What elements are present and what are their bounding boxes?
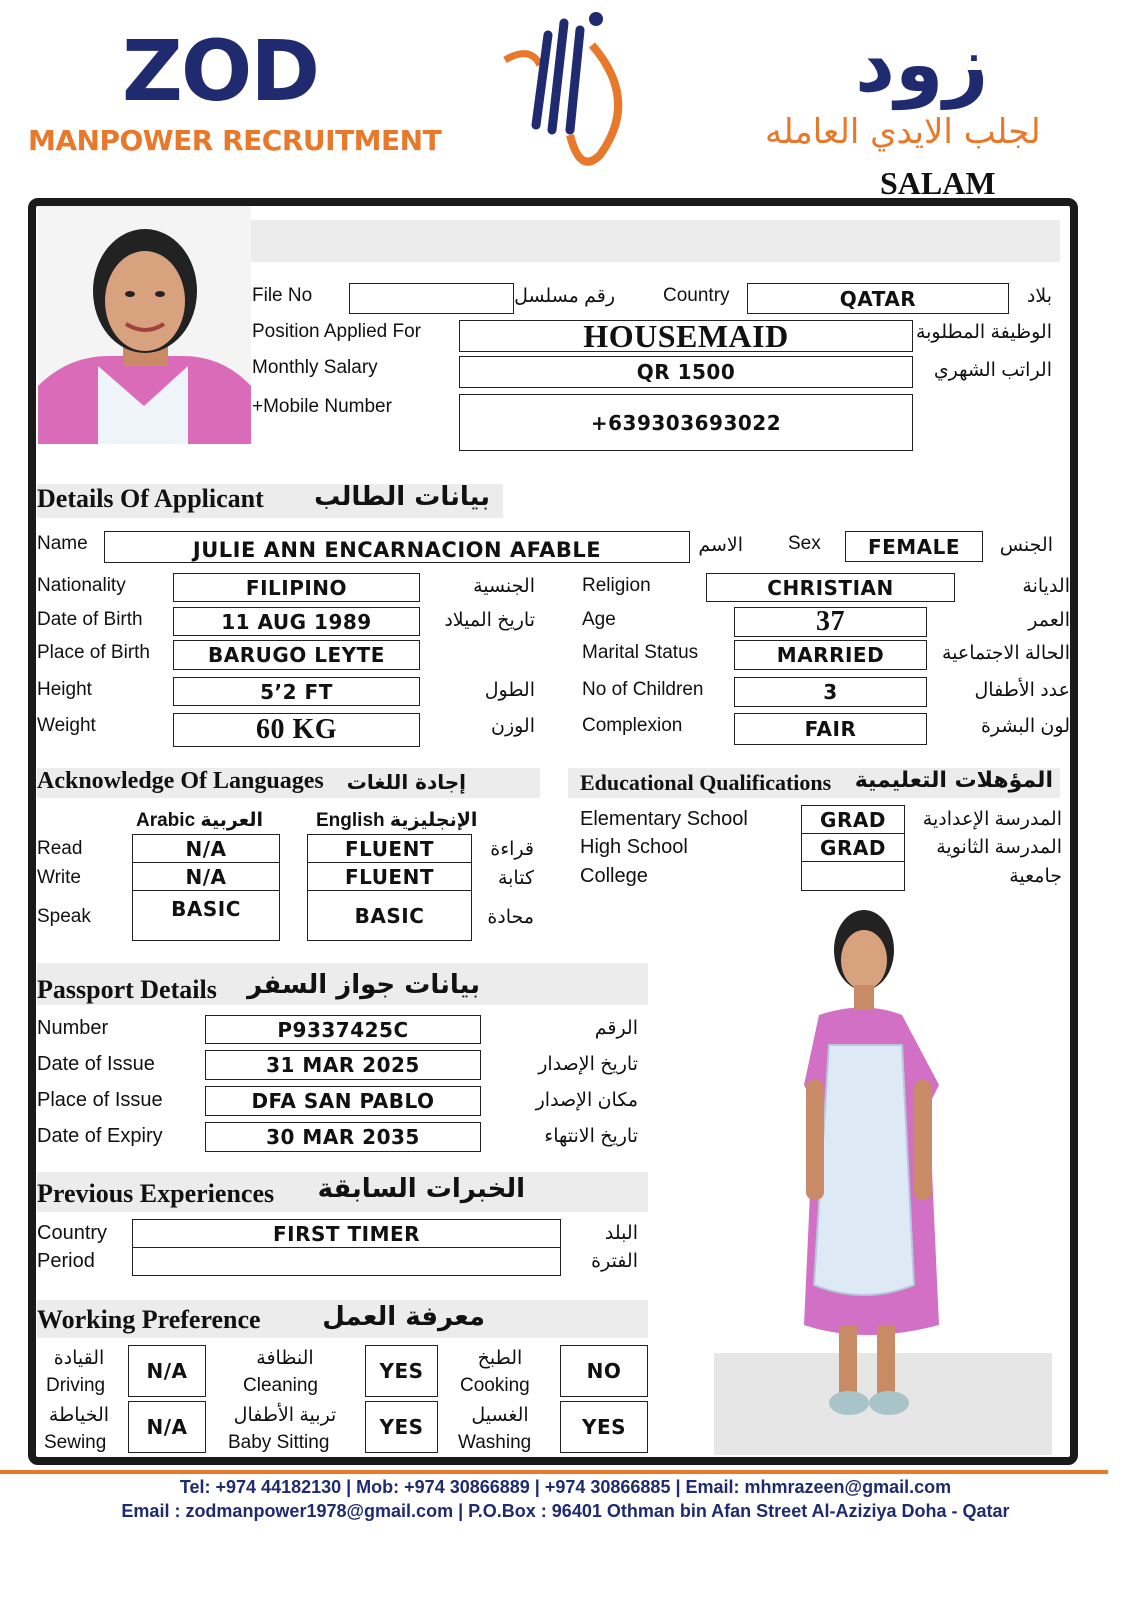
height-label: Height — [37, 679, 92, 700]
cleaning-value: YES — [365, 1345, 438, 1397]
logo-tagline-ar: لجلب الايدي العامله — [765, 112, 1041, 152]
religion-ar: الديانة — [1022, 576, 1070, 597]
logo-ar: زود — [855, 20, 989, 110]
name-ar: الاسم — [698, 535, 743, 556]
languages-title: Acknowledge Of Languages — [37, 768, 324, 794]
write-arabic: N/A — [132, 862, 280, 891]
footer-line-2: Email : zodmanpower1978@gmail.com | P.O.Box : 96401 Othman bin Afan Street Al-Aziziya Doha - Qatar — [121, 1501, 1010, 1521]
baby-sitting-label: Baby Sitting — [228, 1432, 330, 1453]
issue-place-ar: مكان الإصدار — [535, 1090, 638, 1111]
sex-ar: الجنس — [999, 535, 1053, 556]
exp-period-value — [132, 1247, 561, 1276]
issue-place-label: Place of Issue — [37, 1089, 163, 1111]
exp-period-label: Period — [37, 1250, 95, 1272]
top-band — [251, 220, 1060, 262]
experience-title-ar: الخبرات السابقة — [317, 1174, 525, 1204]
passport-title-ar: بيانات جواز السفر — [247, 970, 480, 1000]
children-value: 3 — [734, 677, 927, 707]
passport-number-label: Number — [37, 1017, 109, 1039]
write-ar: كتابة — [497, 868, 534, 889]
logo-emblem — [500, 5, 640, 175]
passport-number-value: P9337425C — [205, 1015, 481, 1044]
expiry-date-label: Date of Expiry — [37, 1125, 163, 1147]
passport-title: Passport Details — [37, 975, 217, 1004]
footer-divider — [0, 1470, 1108, 1474]
exp-country-value: FIRST TIMER — [132, 1219, 561, 1248]
exp-period-ar: الفترة — [591, 1251, 638, 1272]
washing-label: Washing — [458, 1432, 532, 1453]
logo-en: ZOD — [122, 22, 319, 120]
read-english: FLUENT — [307, 834, 472, 863]
issue-date-ar: تاريخ الإصدار — [538, 1054, 638, 1075]
height-ar: الطول — [484, 680, 535, 701]
religion-value: CHRISTIAN — [706, 573, 955, 602]
children-ar: عدد الأطفال — [974, 680, 1070, 701]
applicant-title: Details Of Applicant — [37, 484, 264, 513]
expiry-date-ar: تاريخ الانتهاء — [544, 1126, 638, 1147]
sewing-ar: الخياطة — [48, 1405, 110, 1426]
complexion-label: Complexion — [582, 715, 683, 736]
english-col-header: English الإنجليزية — [316, 810, 478, 831]
mobile-label: +Mobile Number — [252, 396, 392, 417]
write-label: Write — [37, 867, 81, 888]
dob-label: Date of Birth — [37, 609, 143, 630]
country-value: QATAR — [747, 283, 1009, 314]
children-label: No of Children — [582, 679, 704, 700]
sewing-value: N/A — [128, 1401, 206, 1453]
pob-value: BARUGO LEYTE — [173, 640, 420, 670]
speak-ar: محادة — [487, 907, 534, 928]
salary-value: QR 1500 — [459, 356, 913, 388]
applicant-title-ar: بيانات الطالب — [314, 482, 490, 512]
mobile-value: +639303693022 — [459, 394, 913, 451]
file-no-label: File No — [252, 285, 313, 306]
preference-title-ar: معرفة العمل — [322, 1302, 485, 1332]
country-label: Country — [663, 285, 730, 306]
highschool-value: GRAD — [801, 833, 905, 862]
college-ar: جامعية — [1009, 866, 1062, 887]
baby-sitting-ar: تربية الأطفال — [233, 1405, 337, 1426]
salary-label: Monthly Salary — [252, 357, 378, 378]
name-label: Name — [37, 533, 88, 554]
agent-name: SALAM — [880, 165, 996, 201]
washing-ar: الغسيل — [471, 1405, 529, 1426]
speak-arabic: BASIC — [132, 890, 280, 941]
speak-english: BASIC — [307, 890, 472, 941]
highschool-label: High School — [580, 836, 688, 858]
age-value: 37 — [734, 607, 927, 637]
elementary-ar: المدرسة الإعدادية — [922, 809, 1062, 830]
nationality-value: FILIPINO — [173, 573, 420, 602]
marital-ar: الحالة الاجتماعية — [942, 643, 1070, 664]
arabic-col-header: Arabic العربية — [136, 810, 264, 831]
highschool-ar: المدرسة الثانوية — [936, 837, 1062, 858]
cooking-value: NO — [560, 1345, 648, 1397]
languages-title-ar: إجادة اللغات — [346, 770, 466, 794]
education-title-ar: المؤهلات التعليمية — [854, 768, 1053, 793]
name-value: JULIE ANN ENCARNACION AFABLE — [104, 531, 690, 563]
cleaning-label: Cleaning — [243, 1375, 318, 1396]
baby-sitting-value: YES — [365, 1401, 438, 1453]
religion-label: Religion — [582, 575, 651, 596]
marital-value: MARRIED — [734, 640, 927, 670]
full-body-photo — [714, 905, 1052, 1455]
weight-ar: الوزن — [490, 716, 535, 737]
salary-ar: الراتب الشهري — [933, 360, 1052, 381]
logo-tagline-en: MANPOWER RECRUITMENT — [28, 124, 442, 157]
exp-country-label: Country — [37, 1222, 108, 1244]
complexion-ar: لون البشرة — [980, 716, 1070, 737]
nationality-label: Nationality — [37, 575, 126, 596]
sewing-label: Sewing — [44, 1432, 107, 1453]
read-ar: قراءة — [490, 839, 534, 860]
education-title: Educational Qualifications — [580, 770, 832, 795]
cooking-ar: الطبخ — [477, 1348, 523, 1369]
marital-label: Marital Status — [582, 642, 699, 663]
washing-value: YES — [560, 1401, 648, 1453]
speak-label: Speak — [37, 906, 91, 927]
college-label: College — [580, 865, 648, 887]
driving-ar: القيادة — [53, 1348, 105, 1369]
write-english: FLUENT — [307, 862, 472, 891]
height-value: 5’2 FT — [173, 677, 420, 706]
read-label: Read — [37, 838, 83, 859]
issue-date-label: Date of Issue — [37, 1053, 155, 1075]
weight-label: Weight — [37, 715, 96, 736]
issue-date-value: 31 MAR 2025 — [205, 1050, 481, 1080]
cleaning-ar: النظافة — [256, 1348, 314, 1369]
nationality-ar: الجنسية — [473, 576, 535, 597]
passport-number-ar: الرقم — [594, 1018, 638, 1039]
read-arabic: N/A — [132, 834, 280, 863]
expiry-date-value: 30 MAR 2035 — [205, 1122, 481, 1152]
position-ar: الوظيفة المطلوبة — [915, 322, 1052, 343]
elementary-label: Elementary School — [580, 808, 748, 830]
age-ar: العمر — [1028, 610, 1070, 631]
cooking-label: Cooking — [460, 1375, 530, 1396]
experience-title: Previous Experiences — [37, 1179, 275, 1208]
dob-ar: تاريخ الميلاد — [444, 610, 535, 631]
file-no-value — [349, 283, 514, 314]
pob-label: Place of Birth — [37, 642, 150, 663]
preference-title: Working Preference — [37, 1305, 261, 1334]
exp-country-ar: البلد — [604, 1223, 638, 1244]
position-value: HOUSEMAID — [459, 320, 913, 352]
position-label: Position Applied For — [252, 321, 421, 342]
file-no-ar: رقم مسلسل — [514, 286, 615, 307]
sex-label: Sex — [788, 533, 821, 554]
footer-line-1: Tel: +974 44182130 | Mob: +974 30866889 | +974 30866885 | Email: mhmrazeen@gmail.com — [179, 1477, 952, 1497]
issue-place-value: DFA SAN PABLO — [205, 1086, 481, 1116]
driving-value: N/A — [128, 1345, 206, 1397]
age-label: Age — [582, 609, 616, 630]
dob-value: 11 AUG 1989 — [173, 607, 420, 636]
weight-value: 60 KG — [173, 713, 420, 747]
elementary-value: GRAD — [801, 805, 905, 834]
college-value — [801, 861, 905, 891]
driving-label: Driving — [46, 1375, 106, 1396]
country-ar: بلاد — [1026, 286, 1052, 307]
portrait-photo — [38, 206, 251, 444]
complexion-value: FAIR — [734, 713, 927, 745]
sex-value: FEMALE — [845, 531, 983, 562]
